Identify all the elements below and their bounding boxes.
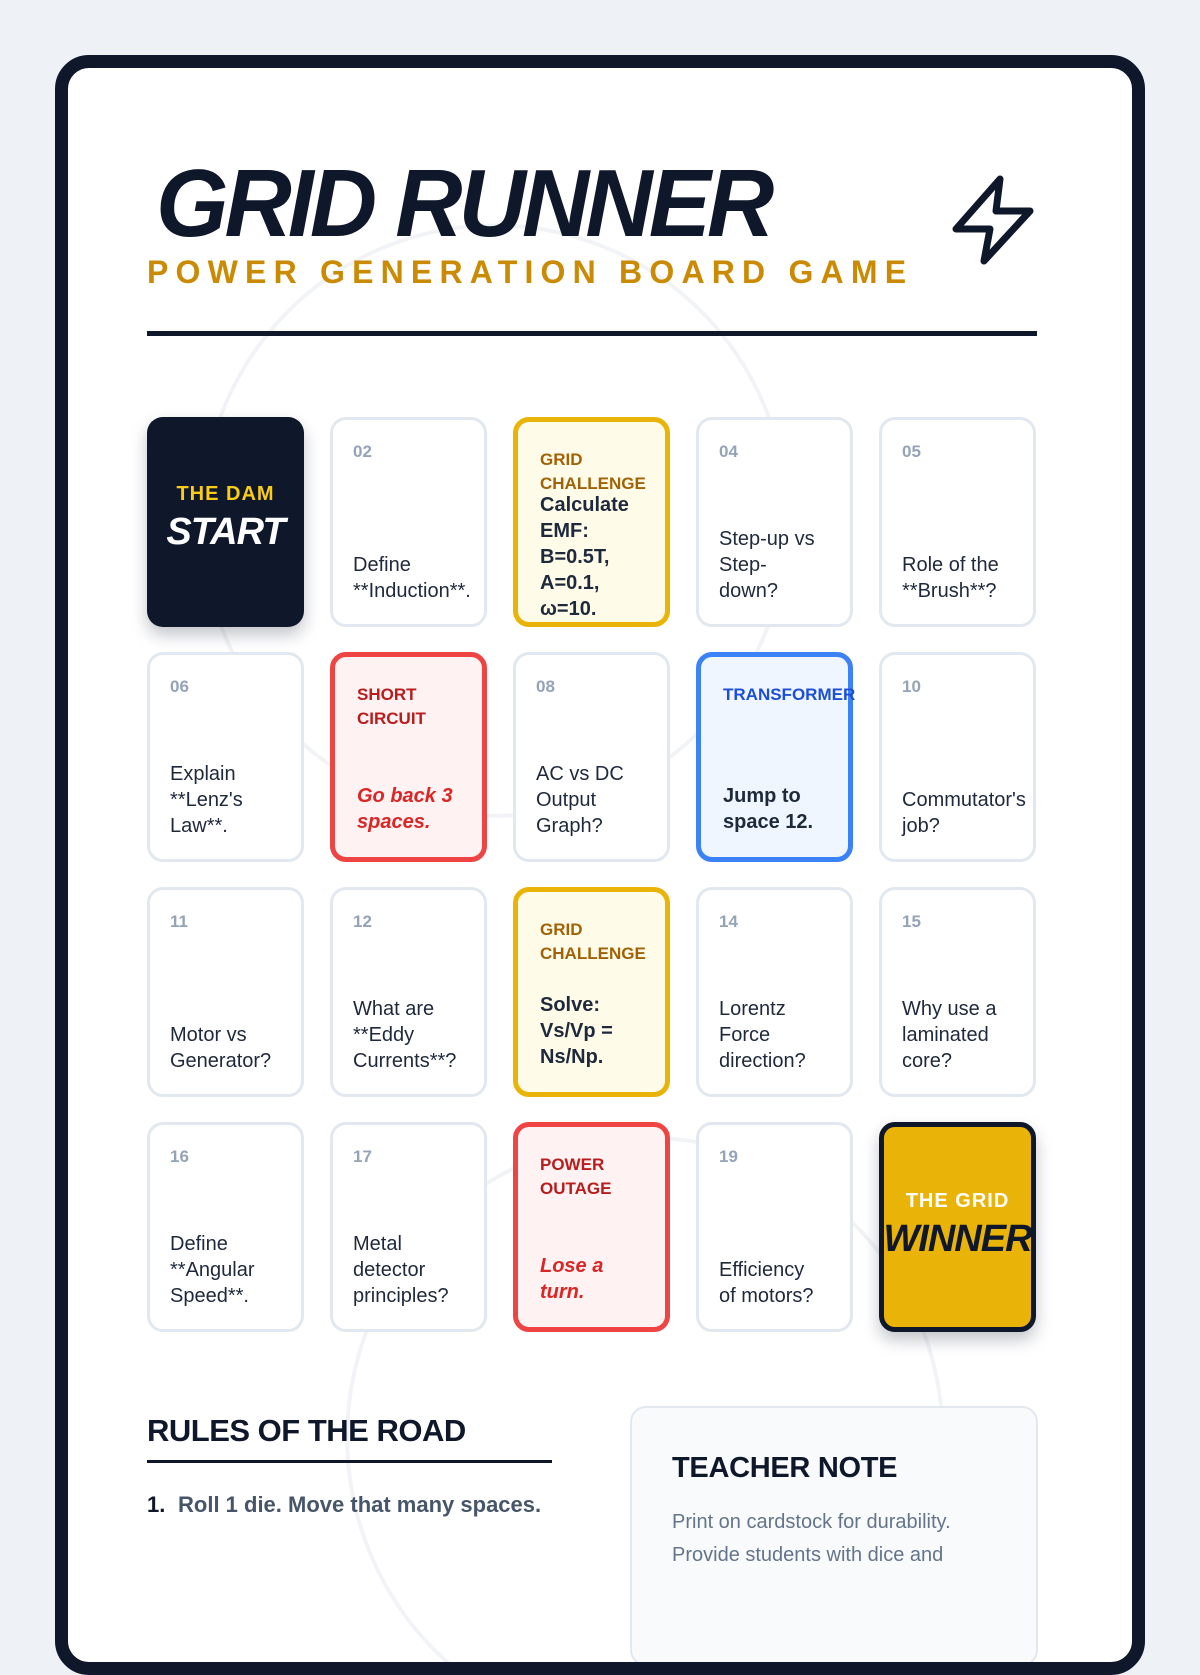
tile-04[interactable] [696,417,853,627]
tile-number: 12 [353,912,372,931]
tile-05[interactable] [879,417,1036,627]
finish-label: WINNER [883,1218,1032,1260]
tile-question: Define **Induction**. [353,554,471,602]
teacher-note-title: TEACHER NOTE [672,1452,898,1484]
game-title: GRID RUNNER [156,150,771,257]
tile-question: What are **Eddy Currents**? [353,998,457,1072]
tile-grid-challenge[interactable] [513,887,670,1097]
tile-number: 14 [719,912,738,931]
tile-number: 16 [170,1147,189,1166]
tile-number: 15 [902,912,921,931]
game-subtitle: POWER GENERATION BOARD GAME [147,254,914,290]
lightning-bolt-icon [950,173,1036,267]
tile-question: Metal detector principles? [353,1233,449,1307]
tile-action: Jump to space 12. [723,785,814,833]
tile-challenge-text: Solve: Vs/Vp = Ns/Np. [540,994,613,1068]
teacher-note-body: Print on cardstock for durability. Provide students with dice and [672,1511,951,1566]
tile-08[interactable] [513,652,670,862]
tile-17[interactable] [330,1122,487,1332]
tile-question: Lorentz Force direction? [719,998,806,1072]
tile-number: 17 [353,1147,372,1166]
tile-tag: GRID CHALLENGE [540,920,646,963]
tile-number: 11 [170,912,188,931]
tile-action: Go back 3 spaces. [357,785,453,833]
tile-action: Lose a turn. [540,1255,604,1303]
tile-16[interactable] [147,1122,304,1332]
tile-question: Commutator's job? [902,789,1026,837]
tile-tag: POWER OUTAGE [540,1155,612,1198]
rules-list [147,1488,547,1521]
tile-transformer[interactable] [696,652,856,862]
rules-heading: RULES OF THE ROAD [147,1413,466,1448]
rule-item [147,1488,547,1521]
tile-number: 05 [902,442,921,461]
board-grid [147,417,1037,1333]
tile-number: 10 [902,677,921,696]
start-label: START [166,511,285,553]
tile-question: Motor vs Generator? [170,1024,272,1072]
tile-number: 06 [170,677,189,696]
tile-grid-challenge[interactable] [513,417,670,627]
tile-finish[interactable] [879,1122,1036,1332]
header-divider [147,331,1037,336]
tile-short-circuit[interactable] [330,652,487,862]
tile-11[interactable] [147,887,304,1097]
rule-number: 1. [147,1492,166,1517]
rule-text: Roll 1 die. Move that many spaces. [178,1492,542,1517]
tile-10[interactable] [879,652,1036,862]
tile-number: 19 [719,1147,738,1166]
tile-tag: GRID CHALLENGE [540,450,646,493]
tile-12[interactable] [330,887,487,1097]
tile-question: Efficiency of motors? [719,1259,814,1307]
tile-19[interactable] [696,1122,853,1332]
tile-question: AC vs DC Output Graph? [536,763,624,837]
teacher-note-card [630,1406,1038,1666]
tile-question: Step-up vs Step- down? [719,528,815,602]
tile-tag: TRANSFORMER [723,685,856,704]
tile-number: 08 [536,677,555,696]
tile-question: Explain **Lenz's Law**. [170,763,243,837]
finish-caption: THE GRID [905,1190,1010,1212]
start-caption: THE DAM [176,483,275,505]
tile-question: Why use a laminated core? [902,998,997,1072]
game-board-sheet [55,55,1145,1675]
tile-question: Define **Angular Speed**. [170,1233,255,1307]
tile-number: 04 [719,442,738,461]
tile-number: 02 [353,442,372,461]
tile-06[interactable] [147,652,304,862]
tile-15[interactable] [879,887,1036,1097]
tile-14[interactable] [696,887,853,1097]
tile-tag: SHORT CIRCUIT [357,685,426,728]
tile-start[interactable] [147,417,304,627]
tile-02[interactable] [330,417,487,627]
tile-challenge-text: Calculate EMF: B=0.5T, A=0.1, ω=10. [540,494,629,620]
rules-divider [147,1460,552,1463]
tile-question: Role of the **Brush**? [902,554,999,602]
tile-power-outage[interactable] [513,1122,670,1332]
